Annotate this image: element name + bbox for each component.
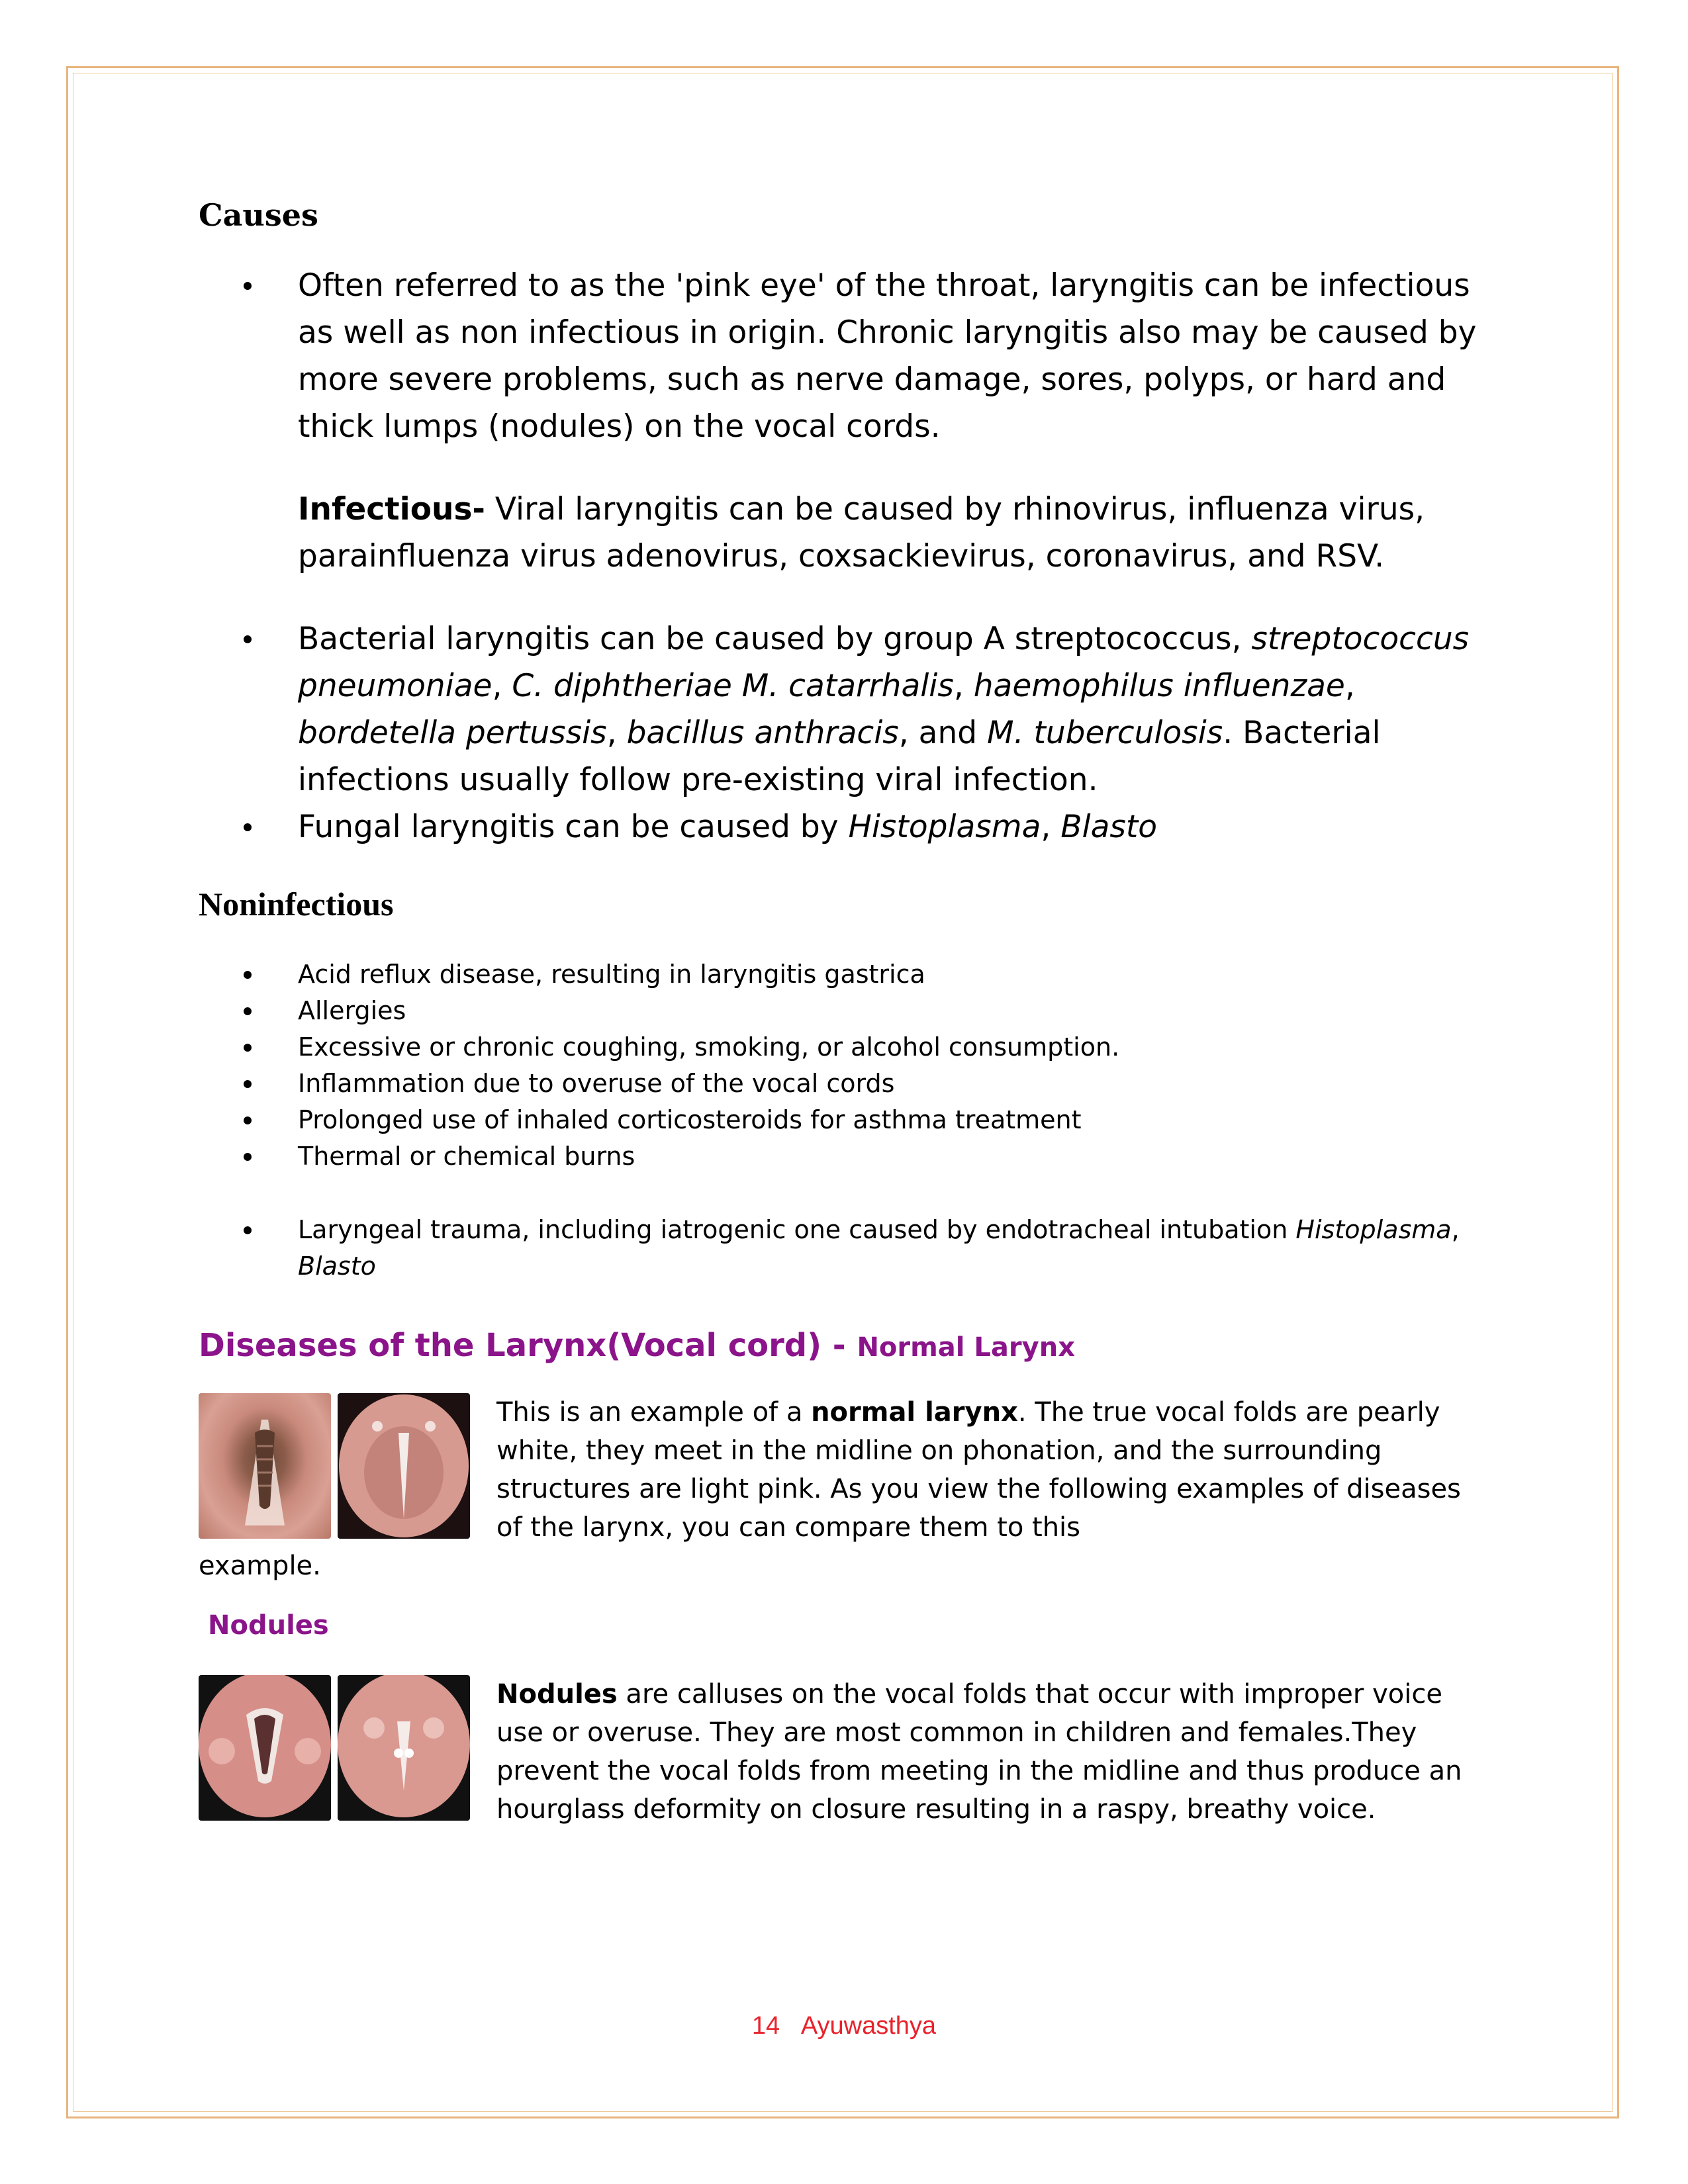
organism-name: Histoplasma: [848, 809, 1041, 845]
bullet-icon: [244, 1226, 252, 1234]
causes-heading: Causes: [199, 197, 318, 233]
bullet-icon: [244, 1116, 252, 1124]
diseases-heading: Diseases of the Larynx(Vocal cord) -: [199, 1327, 857, 1364]
organism-name: C. diphtheriae M. catarrhalis: [512, 668, 954, 704]
list-item: [199, 1102, 1496, 1138]
separator: ,: [1041, 809, 1061, 845]
list-item: [199, 1066, 1496, 1102]
bold-term: normal larynx: [811, 1397, 1018, 1428]
normal-larynx-photo-1: [199, 1393, 331, 1539]
separator: , and: [898, 715, 988, 751]
normal-larynx-block: [199, 1393, 1496, 1592]
page-footer: [0, 2012, 1688, 2040]
bacterial-text: Bacterial laryngitis can be caused by group A streptococcus,: [298, 621, 1252, 657]
list-item: [199, 993, 1496, 1029]
trauma-text: Laryngeal trauma, including iatrogenic one caused by endotracheal intubation: [298, 1215, 1296, 1244]
separator: ,: [1344, 668, 1355, 704]
organism-name: Blasto: [298, 1251, 376, 1281]
bullet-icon: [244, 1044, 252, 1052]
nodules-description: [496, 1675, 1489, 1829]
bold-term: Nodules: [496, 1679, 618, 1709]
organism-name: M. tuberculosis: [987, 715, 1223, 751]
normal-larynx-description: [496, 1393, 1489, 1547]
organism-name: Histoplasma: [1295, 1215, 1452, 1244]
list-item-text: Acid reflux disease, resulting in laryngitis gastrica: [298, 960, 925, 989]
list-item: [199, 1029, 1496, 1066]
causes-list: [199, 262, 1496, 450]
organism-name: Blasto: [1060, 809, 1158, 845]
normal-larynx-subheading: Normal Larynx: [857, 1332, 1075, 1363]
page-number: 14: [751, 2012, 780, 2040]
normal-larynx-description-wrap: example.: [199, 1551, 321, 1581]
organism-name: bacillus anthracis: [626, 715, 899, 751]
nodules-photo-2: [338, 1675, 470, 1821]
list-item-text: Allergies: [298, 996, 406, 1025]
description-text: are calluses on the vocal folds that occur with improper voice use or overuse. They are most common in children and females.They prevent the vocal folds from meeting in the midline and thus produce an hourglass deformity on closure resulting in a raspy, breathy voice.: [496, 1679, 1462, 1825]
infectious-text: Viral laryngitis can be caused by rhinovirus, influenza virus, parainfluenza virus adenovirus, coxsackievirus, coronavirus, and RSV.: [298, 491, 1425, 574]
list-item: [199, 1138, 1496, 1175]
nodules-block: [199, 1675, 1496, 1834]
bullet-icon: [244, 1007, 252, 1015]
larynx-illustration: [199, 1675, 331, 1821]
list-item: [199, 615, 1496, 803]
nodules-heading: Nodules: [208, 1610, 329, 1641]
infection-types-list: [199, 615, 1496, 850]
bullet-icon: [244, 635, 252, 643]
list-item: [199, 803, 1496, 850]
causes-item-text: Often referred to as the 'pink eye' of the throat, laryngitis can be infectious as well as non infectious in origin. Chronic laryngitis also may be caused by more severe problems, such as nerve damage, sores, polyps, or hard and thick lumps (nodules) on the vocal cords.: [298, 267, 1477, 445]
bullet-icon: [244, 1080, 252, 1088]
list-item: [199, 1212, 1496, 1285]
list-item-text: Excessive or chronic coughing, smoking, or alcohol consumption.: [298, 1032, 1120, 1062]
list-item-text: Prolonged use of inhaled corticosteroids for asthma treatment: [298, 1105, 1082, 1134]
page-content: [199, 192, 1496, 1834]
bullet-icon: [244, 1153, 252, 1161]
list-item-text: Thermal or chemical burns: [298, 1142, 635, 1171]
fungal-text: Fungal laryngitis can be caused by: [298, 809, 849, 845]
diseases-heading-row: [199, 1327, 1496, 1364]
description-text: This is an example of a: [496, 1397, 812, 1428]
nodules-photo-1: [199, 1675, 331, 1821]
infectious-label: Infectious-: [298, 491, 485, 527]
bullet-icon: [244, 823, 252, 831]
list-item-text: Inflammation due to overuse of the vocal cords: [298, 1069, 895, 1098]
organism-name: streptococcus pneumoniae: [298, 621, 1470, 704]
organism-name: bordetella pertussis: [298, 715, 607, 751]
separator: ,: [953, 668, 974, 704]
noninfectious-heading: Noninfectious: [199, 886, 394, 923]
separator: ,: [1451, 1215, 1460, 1244]
larynx-illustration: [199, 1393, 331, 1539]
bullet-icon: [244, 282, 252, 290]
infectious-paragraph: [199, 486, 1496, 580]
bullet-icon: [244, 971, 252, 979]
larynx-illustration: [338, 1675, 470, 1821]
normal-larynx-photo-2: [338, 1393, 470, 1539]
footer-site-name: Ayuwasthya: [800, 2012, 937, 2040]
description-text: . The true vocal folds are pearly white, they meet in the midline on phonation, and the surrounding structures are light pink. As you view the following examples of diseases of the larynx, you can compare them to this: [496, 1397, 1461, 1543]
organism-name: haemophilus influenzae: [973, 668, 1345, 704]
larynx-illustration: [338, 1393, 470, 1539]
separator: ,: [606, 715, 627, 751]
noninfectious-list: [199, 956, 1496, 1175]
list-item: [199, 956, 1496, 993]
separator: ,: [492, 668, 512, 704]
bacterial-text: . Bacterial infections usually follow pre-existing viral infection.: [298, 715, 1381, 798]
list-item: [199, 262, 1496, 450]
trauma-list: [199, 1212, 1496, 1285]
